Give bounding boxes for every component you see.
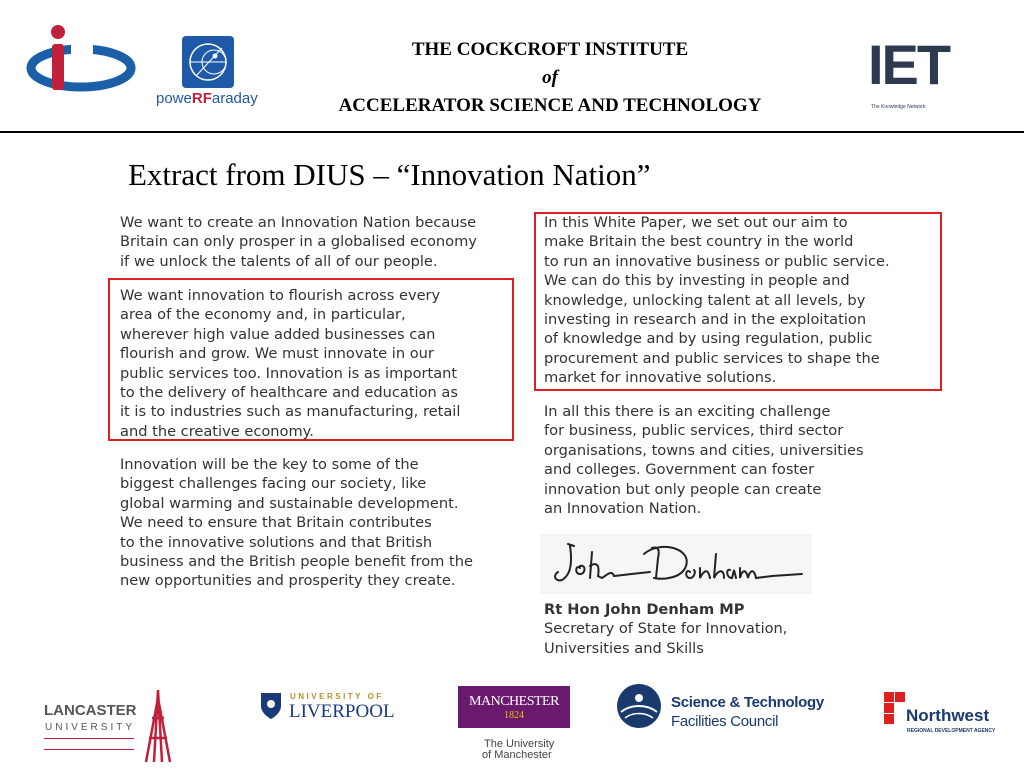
institute-header (270, 36, 830, 120)
iet-logo (868, 33, 972, 114)
text-line: business and the British people benefit from the (120, 552, 473, 570)
left-paragraph-2 (120, 286, 460, 441)
text-line: We want innovation to flourish across every (120, 287, 441, 304)
text-line: procurement and public services to shape the (544, 349, 880, 367)
northwest-block-2 (895, 692, 905, 702)
text-line: biggest challenges facing our society, like (120, 475, 427, 493)
text-line: to run an innovative business or public service. (544, 252, 890, 270)
liverpool-university-of: UNIVERSITY OF (290, 692, 384, 701)
text-line: wherever high value added businesses can (120, 325, 436, 343)
text-line: In this White Paper, we set out our aim to (544, 214, 848, 231)
signatory-block (544, 600, 787, 658)
right-paragraph-1 (544, 213, 890, 388)
text-line: and the creative economy. (120, 422, 314, 440)
text-line: flourish and grow. We must innovate in our (120, 345, 434, 363)
stfc-wordmark-1: Science & Technology (671, 694, 824, 711)
text-line: for business, public services, third sector (544, 422, 844, 440)
text-line: knowledge, unlocking talent at all levels, by (544, 291, 866, 309)
manchester-year: 1824 (504, 710, 524, 721)
northwest-block-4 (884, 714, 894, 724)
text-line: public services too. Innovation is as important (120, 364, 458, 382)
lancaster-spire-icon (138, 688, 178, 764)
institute-subject: ACCELERATOR SCIENCE AND TECHNOLOGY (338, 95, 762, 116)
header-divider (0, 131, 1024, 133)
powerfaraday-post: araday (211, 90, 258, 107)
text-line: investing in research and in the exploitation (544, 310, 867, 328)
text-line: We need to ensure that Britain contributes (120, 514, 432, 532)
cockcroft-logo-icon (24, 22, 138, 100)
left-paragraph-3 (120, 455, 473, 591)
northwest-block-3 (884, 703, 894, 713)
signatory-role-line: Secretary of State for Innovation, (544, 620, 788, 638)
text-line: to the innovative solutions and that British (120, 533, 433, 551)
text-line: We can do this by investing in people and (544, 272, 850, 290)
powerfaraday-emblem (182, 36, 234, 88)
right-paragraph-2 (544, 402, 864, 518)
powerfaraday-rf: RF (191, 90, 212, 107)
northwest-tagline: REGIONAL DEVELOPMENT AGENCY (907, 728, 996, 734)
manchester-caption-2: of Manchester (482, 749, 552, 761)
signatory-role-line: Universities and Skills (544, 639, 704, 657)
institute-name: THE COCKCROFT INSTITUTE (411, 39, 689, 60)
manchester-logo (456, 686, 572, 764)
handwritten-signature-icon (540, 534, 812, 594)
text-line: area of the economy and, in particular, (120, 306, 406, 324)
liverpool-logo (260, 690, 400, 726)
liverpool-wordmark: LIVERPOOL (289, 701, 395, 722)
stfc-globe-icon (615, 682, 663, 730)
stfc-wordmark-2: Facilities Council (671, 713, 779, 730)
left-paragraph-1 (120, 213, 477, 271)
text-line: it is to industries such as manufacturing, retail (120, 403, 461, 421)
iet-wordmark: IET (868, 33, 950, 96)
stfc-logo (615, 682, 837, 732)
text-line: if we unlock the talents of all of our people. (120, 252, 438, 270)
text-line: make Britain the best country in the world (544, 233, 854, 251)
northwest-logo (884, 692, 994, 740)
manchester-wordmark: MANCHESTER (469, 694, 559, 709)
signature-image (540, 534, 812, 594)
liverpool-crest-icon (260, 692, 282, 720)
page-title: Extract from DIUS – “Innovation Nation” (128, 157, 651, 192)
text-line: global warming and sustainable development. (120, 494, 459, 512)
institute-of: of (542, 67, 558, 88)
text-line: market for innovative solutions. (544, 369, 777, 387)
powerfaraday-logo (150, 36, 265, 111)
lancaster-logo (40, 688, 180, 764)
text-line: of knowledge and by using regulation, public (544, 330, 873, 348)
powerfaraday-wordmark (156, 90, 258, 107)
text-line: innovation but only people can create (544, 480, 822, 498)
northwest-block-1 (884, 692, 894, 702)
signatory-name: Rt Hon John Denham MP (544, 601, 745, 618)
text-line: We want to create an Innovation Nation because (120, 214, 477, 231)
lancaster-anniversary-band (44, 738, 134, 750)
text-line: an Innovation Nation. (544, 499, 702, 517)
iet-tagline: The Knowledge Network (871, 104, 926, 110)
lancaster-wordmark: LANCASTER (44, 702, 137, 719)
northwest-wordmark: Northwest (906, 706, 990, 725)
text-line: new opportunities and prosperity they create. (120, 572, 456, 590)
text-line: and colleges. Government can foster (544, 461, 815, 479)
powerfaraday-pre: powe (156, 90, 192, 107)
cockcroft-logo (24, 22, 138, 100)
text-line: Britain can only prosper in a globalised economy (120, 233, 477, 251)
manchester-block (458, 686, 570, 728)
text-line: Innovation will be the key to some of the (120, 456, 419, 473)
text-line: to the delivery of healthcare and education as (120, 383, 458, 401)
text-line: In all this there is an exciting challenge (544, 403, 831, 420)
smith-chart-icon (182, 36, 234, 88)
text-line: organisations, towns and cities, universities (544, 441, 864, 459)
manchester-caption-1: The University (484, 738, 555, 750)
lancaster-university: UNIVERSITY (45, 722, 136, 733)
